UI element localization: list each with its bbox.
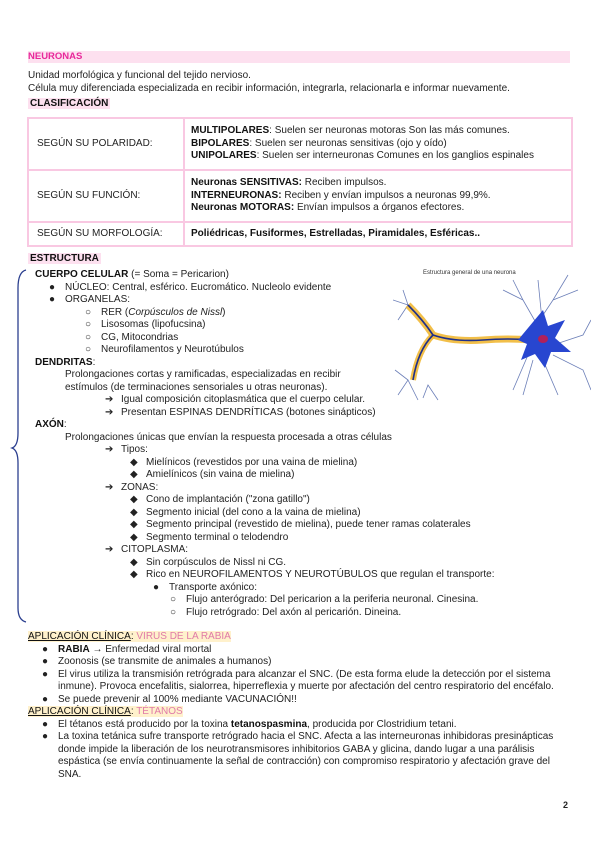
row-content: Poliédricas, Fusiformes, Estrelladas, Piramidales, Esféricas.. bbox=[184, 222, 572, 246]
section-title: NEURONAS bbox=[28, 51, 570, 63]
intro-line: Unidad morfológica y funcional del tejido nervioso. bbox=[28, 70, 251, 81]
row-label: SEGÚN SU POLARIDAD: bbox=[28, 118, 184, 170]
clasificacion-heading: CLASIFICACIÓN bbox=[30, 98, 109, 109]
row-content: MULTIPOLARES: Suelen ser neuronas motoras Son las más comunes. BIPOLARES: Suelen ser neuronas sensitivas (ojo y oído) UNIPOLARES: Suelen ser interneuronas Comunes en los ganglios espinales bbox=[184, 118, 572, 170]
table-row bbox=[28, 118, 572, 170]
tetanos-list: ● El tétanos está producido por la toxina tetanospasmina, producida por Clostridium tetani. ● La toxina tetánica sufre transporte retrógrado hacia el SNC. Afecta a las interneuronas inhibidoras presinápticas donde impide la liberación de los neurotransmisores inhibitorios GABA y glicina, dando lugar a una parálisis espástica (se envía continuamente la señal de contracción) con compromiso respiratorio y afectación grave del SNA. bbox=[42, 718, 554, 780]
clinical-sections bbox=[28, 631, 568, 781]
page-number: 2 bbox=[563, 800, 569, 810]
table-row bbox=[28, 170, 572, 222]
row-label: SEGÚN SU MORFOLOGÍA: bbox=[28, 222, 184, 246]
estructura-content: CUERPO CELULAR (= Soma = Pericarion) ● NÚCLEO: Central, esférico. Eucromático. Nucleolo evidente ● ORGANELAS: ○ RER (Corpúsculos de Nissl) ○ Lisosomas (lipofucsina) ○ CG, Mitocondrias ○ Neurofilamentos y Neurotúbulos DENDRITAS: Prolongaciones cortas y ramificadas, especializadas en recibir estímulos (de terminaciones sensoriales u otras neuronas). ➔ Igual composición citoplasmática que el cuerpo celular. ➔ Presentan ESPINAS DENDRÍTICAS (botones sinápticos) AXÓN: Prolongaciones únicas que envían la respuesta procesada a otras células ➔ Tipos: ◆ Mielínicos (revestidos por una vaina de mielina) ◆ Amielínicos (sin vaina de mielina) ➔ ZONAS: ◆ Cono de implantación ("zona gatillo") ◆ Segmento inicial (del cono a la vaina de mielina) ◆ Segmento principal (revestido de mielina), puede tener ramas colaterales ◆ Segmento terminal o telodendro ➔ CITOPLASMA: ◆ Sin corpúsculos de Nissl ni CG. ◆ Rico en NEUROFILAMENTOS Y NEUROTÚBULOS que regulan el transporte: ● Transporte axónico: ○ Flujo anterógrado: Del pericarion a la periferia neuronal. Cinesina. ○ Flujo retrógrado: Del axón al pericarión. Dineina. bbox=[35, 269, 495, 618]
row-label: SEGÚN SU FUNCIÓN: bbox=[28, 170, 184, 222]
table-row bbox=[28, 222, 572, 246]
clasificacion-table bbox=[27, 117, 573, 247]
diagram-title: Estructura general de una neurona bbox=[423, 270, 516, 276]
estructura-heading: ESTRUCTURA bbox=[30, 253, 99, 264]
tetanos-heading: APLICACIÓN CLÍNICA: TÉTANOS bbox=[28, 706, 183, 717]
rabia-list: ● RABIA → Enfermedad viral mortal ● Zoonosis (se transmite de animales a humanos) ● El virus utiliza la transmisión retrógrada para alcanzar el SNC. (De esta forma elude la detección por el sistema inmune). Provoca encefalitis, sialorrea, hiperreflexia y muerte por afectación del centro respiratorio del encéfalo. ● Se puede prevenir al 100% mediante VACUNACIÓN!! bbox=[42, 643, 554, 705]
rabia-heading: APLICACIÓN CLÍNICA: VIRUS DE LA RABIA bbox=[28, 631, 231, 642]
row-content: Neuronas SENSITIVAS: Reciben impulsos. INTERNEURONAS: Reciben y envían impulsos a neuronas 99,9%. Neuronas MOTORAS: Envían impulsos a órganos efectores. bbox=[184, 170, 572, 222]
intro bbox=[28, 69, 510, 95]
intro-line: Célula muy diferenciada especializada en recibir información, integrarla, relacionarla e informar nuevamente. bbox=[28, 83, 510, 94]
brace-icon bbox=[10, 268, 30, 624]
